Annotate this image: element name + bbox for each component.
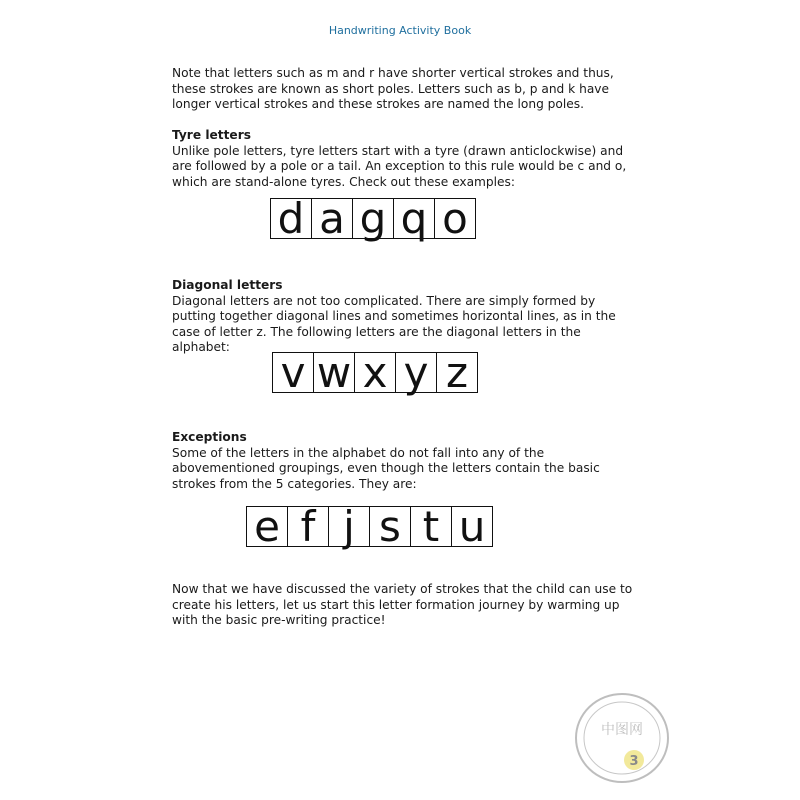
diagonal-letter-boxes	[272, 347, 478, 397]
tyre-heading: Tyre letters	[172, 128, 251, 142]
letter-cell: y	[396, 353, 437, 392]
tyre-section	[172, 128, 642, 190]
letter-cell: f	[288, 507, 329, 546]
tyre-letter-boxes	[270, 193, 476, 243]
exception-letter-boxes	[246, 501, 493, 551]
letter-cell: d	[271, 199, 312, 238]
exceptions-heading: Exceptions	[172, 430, 247, 444]
diagonal-heading: Diagonal letters	[172, 278, 283, 292]
letter-cell: z	[437, 353, 478, 392]
exceptions-paragraph: Some of the letters in the alphabet do not fall into any of the abovementioned groupings, even though the letters contain the basic strokes from the 5 categories. They are:	[172, 445, 600, 491]
tyre-paragraph: Unlike pole letters, tyre letters start with a tyre (drawn anticlockwise) and are followed by a pole or a tail. An exception to this rule would be c and o, which are stand-alone tyres. Check out these examples:	[172, 143, 627, 189]
diagonal-section	[172, 278, 642, 356]
stamp-text: 中图网	[601, 722, 643, 738]
letter-cell: w	[314, 353, 355, 392]
intro-paragraph: Note that letters such as m and r have shorter vertical strokes and thus, these strokes are known as short poles. Letters such as b, p and k have longer vertical strokes and these strokes are named the long poles.	[172, 66, 614, 112]
letter-cell: s	[370, 507, 411, 546]
closing-paragraph: Now that we have discussed the variety of strokes that the child can use to create his letters, let us start this letter formation journey by warming up with the basic pre-writing practice!	[172, 582, 633, 628]
letter-cell: o	[435, 199, 476, 238]
letter-cell: a	[312, 199, 353, 238]
letter-cell: u	[452, 507, 493, 546]
page-number: 3	[629, 754, 639, 769]
watermark-stamp	[572, 688, 672, 788]
diagonal-paragraph: Diagonal letters are not too complicated. There are simply formed by putting together diagonal lines and sometimes horizontal lines, as in the case of letter z. The following letters are the diagonal letters in the alphabet:	[172, 293, 616, 355]
letter-cell: t	[411, 507, 452, 546]
letter-cell: e	[247, 507, 288, 546]
letter-cell: q	[394, 199, 435, 238]
letter-cell: j	[329, 507, 370, 546]
letter-cell: g	[353, 199, 394, 238]
book-title-header: Handwriting Activity Book	[328, 24, 472, 37]
letter-cell: x	[355, 353, 396, 392]
letter-cell: v	[273, 353, 314, 392]
exceptions-section	[172, 430, 642, 492]
